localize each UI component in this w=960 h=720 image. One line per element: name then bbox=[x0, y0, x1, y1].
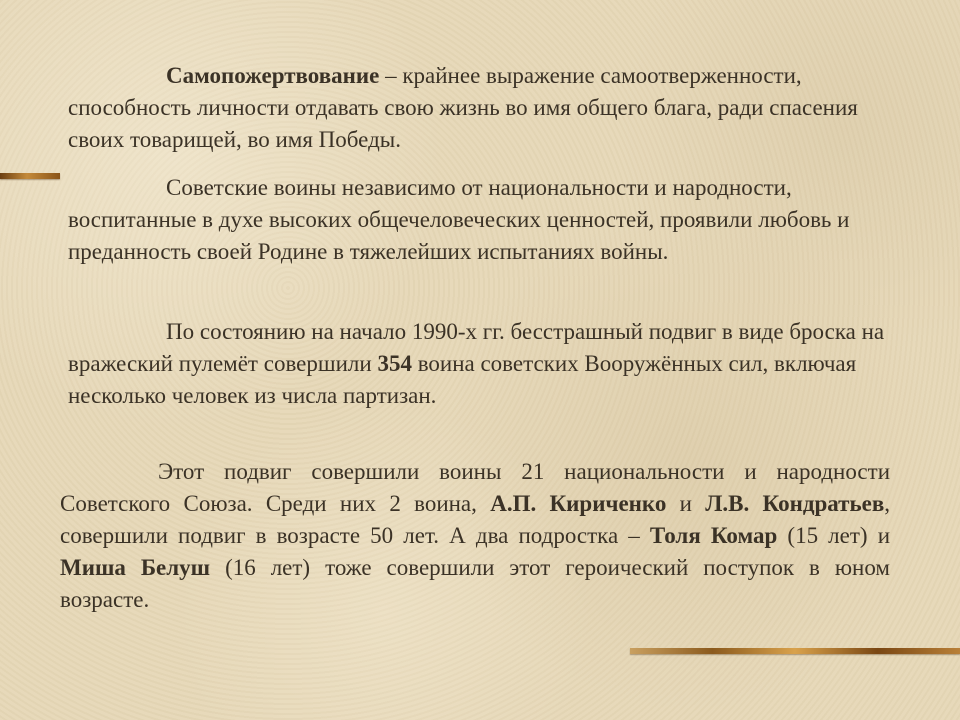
nationalities-text-3: , совершили подвиг в возрасте 50 лет. А два подростка – bbox=[60, 491, 890, 548]
nationalities-text-4: (15 лет) и bbox=[777, 523, 891, 548]
nationalities-text-1: Этот подвиг совершили воины 21 национальности и народности Советского Союза. Среди них 2 воина, bbox=[60, 459, 890, 516]
feat-text-after: воина советских Вооружённых сил, включая несколько человек из числа партизан. bbox=[68, 351, 857, 408]
feat-count: 354 bbox=[377, 351, 412, 376]
nationalities-paragraph bbox=[60, 456, 890, 616]
soviet-soldiers-text: Советские воины независимо от национальности и народности, воспитанные в духе высоких общечеловеческих ценностей, проявили любовь и преданность своей Родине в тяжелейших испытаниях войны. bbox=[68, 175, 850, 264]
definition-text: – крайнее выражение самоотверженности, способность личности отдавать свою жизнь во имя общего блага, ради спасения своих товарищей, во имя Победы. bbox=[68, 63, 858, 152]
term-self-sacrifice: Самопожертвование bbox=[166, 63, 380, 88]
name-tolya-komar: Толя Комар bbox=[649, 523, 778, 548]
name-misha-belush: Миша Белуш bbox=[60, 555, 211, 580]
decorative-line-right bbox=[630, 648, 960, 654]
nationalities-text-5: (16 лет) тоже совершили этот героический поступок в юном возрасте. bbox=[60, 555, 890, 612]
name-kirichenko: А.П. Кириченко bbox=[490, 491, 667, 516]
soviet-soldiers-paragraph bbox=[68, 172, 868, 268]
definition-paragraph bbox=[68, 60, 868, 156]
decorative-line-left bbox=[0, 173, 60, 179]
feat-text-before: По состоянию на начало 1990-х гг. бесстрашный подвиг в виде броска на вражеский пулемёт совершили bbox=[68, 319, 885, 376]
name-kondratyev: Л.В. Кондратьев bbox=[705, 491, 885, 516]
nationalities-text-2: и bbox=[666, 491, 706, 516]
feat-statistics-paragraph bbox=[68, 316, 898, 412]
